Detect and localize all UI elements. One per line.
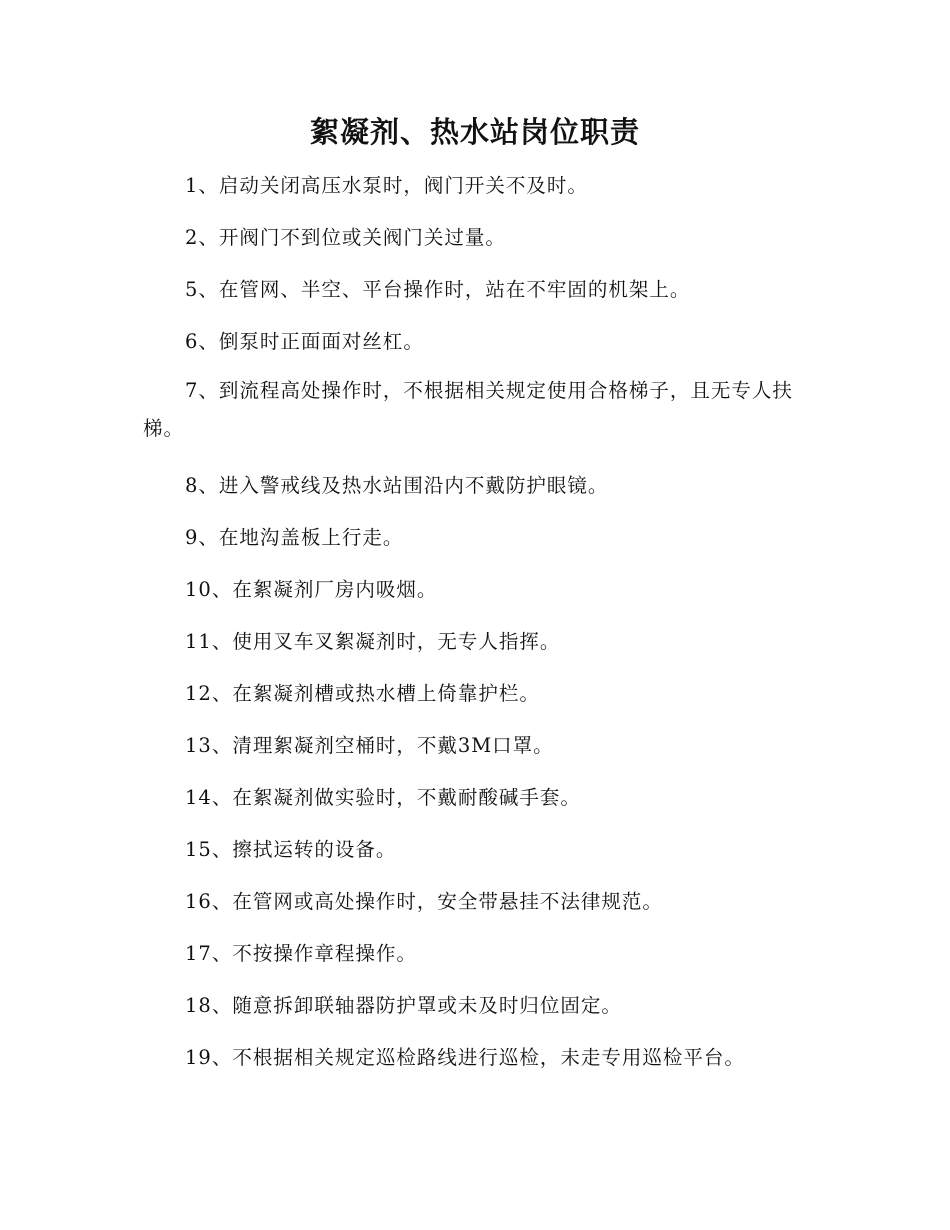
list-item: 14、在絮凝剂做实验时，不戴耐酸碱手套。: [185, 786, 581, 809]
list-item: 13、清理絮凝剂空桶时，不戴3M口罩。: [185, 734, 554, 757]
list-item: 12、在絮凝剂槽或热水槽上倚靠护栏。: [185, 682, 540, 705]
list-item: 8、进入警戒线及热水站围沿内不戴防护眼镜。: [185, 474, 609, 497]
list-item: 7、到流程高处操作时，不根据相关规定使用合格梯子，且无专人扶梯。: [143, 379, 793, 440]
duty-list: [143, 162, 811, 1086]
list-item: 10、在絮凝剂厂房内吸烟。: [185, 578, 438, 601]
list-item: 18、随意拆卸联轴器防护罩或未及时归位固定。: [185, 994, 622, 1017]
list-item: 19、不根据相关规定巡检路线进行巡检，未走专用巡检平台。: [185, 1046, 745, 1069]
list-item: 15、擦拭运转的设备。: [185, 838, 397, 861]
list-item: 2、开阀门不到位或关阀门关过量。: [185, 226, 506, 249]
list-item: 9、在地沟盖板上行走。: [185, 526, 404, 549]
list-item: 1、启动关闭高压水泵时，阀门开关不及时。: [185, 174, 588, 197]
list-item: 6、倒泵时正面面对丝杠。: [185, 330, 424, 353]
list-item: 16、在管网或高处操作时，安全带悬挂不法律规范。: [185, 890, 663, 913]
list-item: 17、不按操作章程操作。: [185, 942, 417, 965]
list-item: 5、在管网、半空、平台操作时，站在不牢固的机架上。: [185, 278, 691, 301]
document-title: 絮凝剂、热水站岗位职责: [309, 115, 640, 149]
list-item: 11、使用叉车叉絮凝剂时，无专人指挥。: [185, 630, 561, 653]
